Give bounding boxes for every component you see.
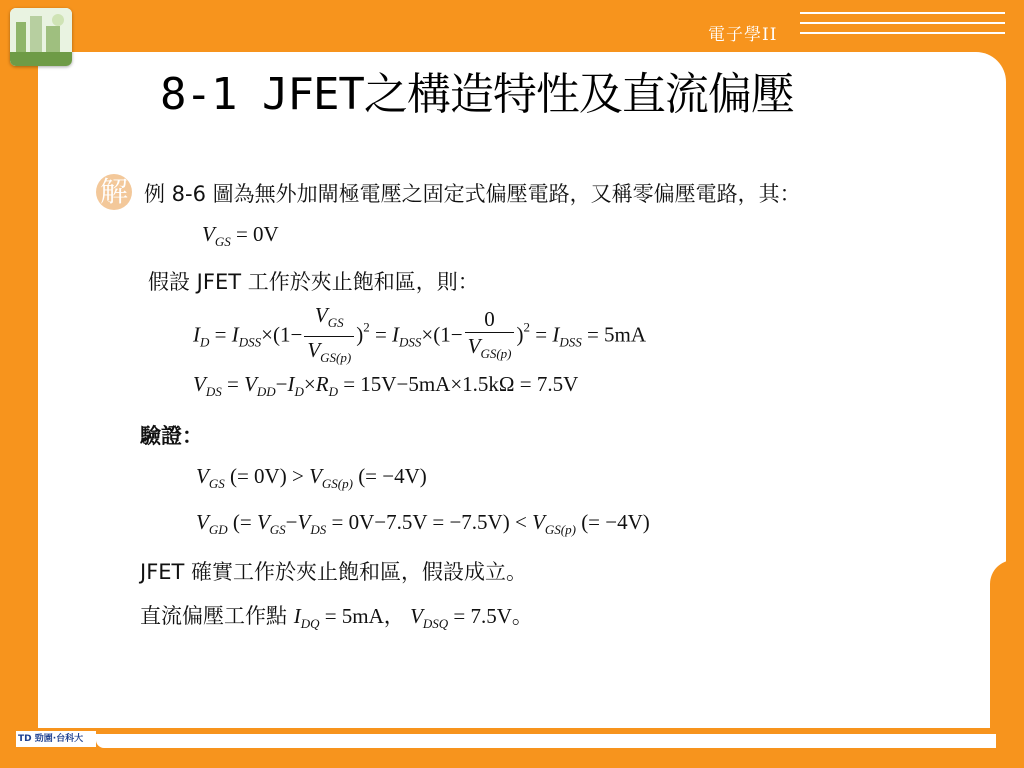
vgs-equation: $V_{GS} = 0V$ <box>202 222 279 249</box>
bottom-inner-strip <box>96 734 996 748</box>
q-point-text: 直流偏壓工作點 $I_{DQ} = 5mA$， $V_{DSQ} = 7.5V$。 <box>140 604 533 631</box>
verify-equation-1: $V_{GS}$ (= $0V) > V_{GS(p)}$ (= −4V) <box>196 464 427 491</box>
corner-logo-image <box>10 8 72 66</box>
page-title: 8-1 JFET之構造特性及直流偏壓 <box>160 69 794 120</box>
footer-dot <box>870 738 874 742</box>
intro-text: 例 8-6 圖為無外加閘極電壓之固定式偏壓電路，又稱零偏壓電路，其： <box>144 182 801 206</box>
assumption-text: 假設 JFET 工作於夾止飽和區，則： <box>148 270 479 294</box>
header-decor-lines <box>800 12 1005 48</box>
verify-label: 驗證： <box>140 424 203 448</box>
footer-logo: TD 勁園·台科大 <box>16 731 96 747</box>
verify-equation-2: $V_{GD}$ (= $V_{GS}-V_{DS} = 0V-7.5V = -7.5V) < V_{GS(p)}$ (= −4V) <box>196 510 650 537</box>
id-equation: $I_D = I_{DSS}\times(1-$ $\frac{V_{GS}}{V_{GS(p)}}$ )$^2 = I_{DSS}\times(1-$ $\frac{0}{V_{GS(p)}}$ )$^2 = I_{DSS} = 5mA$ <box>193 303 647 365</box>
vds-equation: $V_{DS} = V_{DD}-I_D\times R_D = 15V-5mA\times 1.5k\Omega = 7.5V$ <box>193 372 579 399</box>
solution-badge-icon: 解 <box>96 174 132 210</box>
conclusion-text: JFET 確實工作於夾止飽和區，假設成立。 <box>140 560 528 584</box>
left-stripe <box>0 400 38 768</box>
footer-dot <box>914 738 918 742</box>
series-label: 電子學II <box>708 25 778 45</box>
